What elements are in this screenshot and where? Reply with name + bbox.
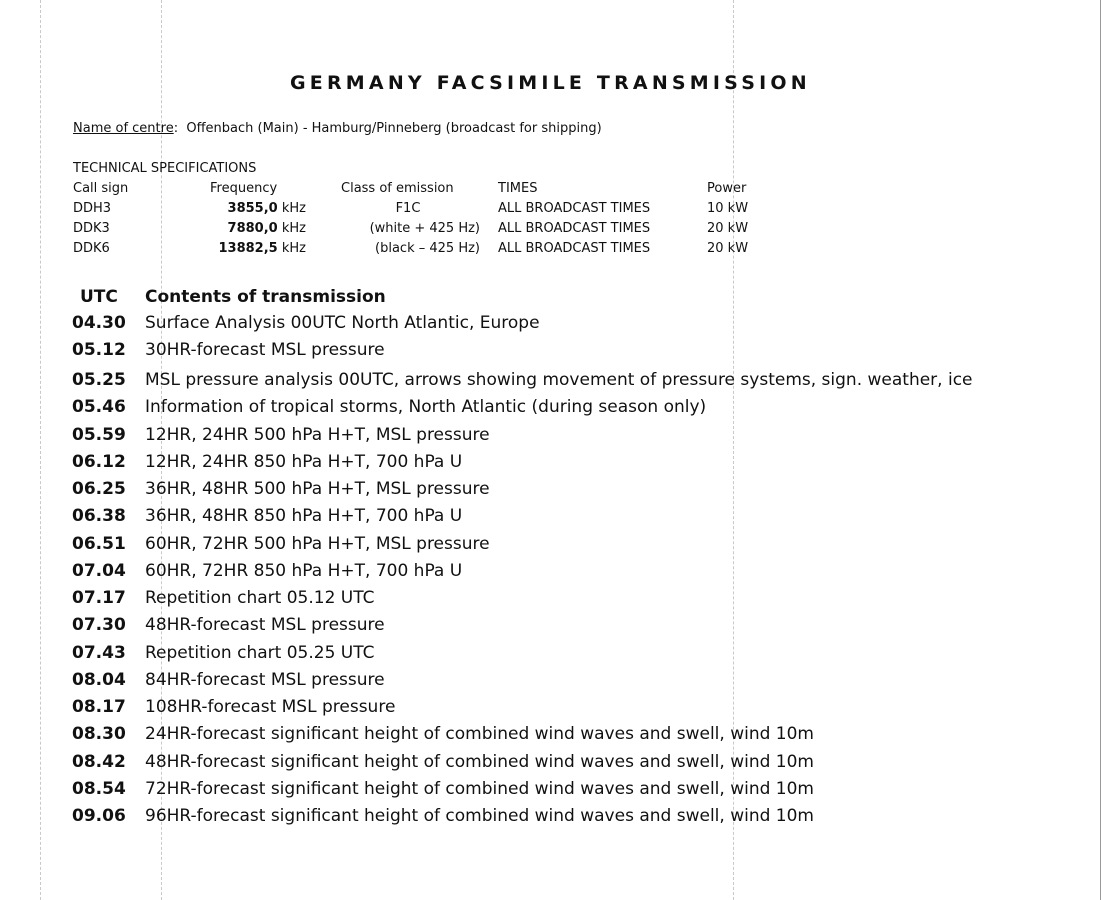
schedule-time: 05.25 <box>72 370 126 390</box>
header-class: Class of emission <box>341 181 454 196</box>
call-sign: DDK6 <box>73 241 110 256</box>
schedule-row <box>0 479 1106 506</box>
emission-class: (black – 425 Hz) <box>375 241 480 256</box>
schedule-time: 06.12 <box>72 452 126 472</box>
frequency-value: 13882,5 <box>218 241 278 256</box>
header-frequency: Frequency <box>210 181 278 196</box>
schedule-description: 84HR-forecast MSL pressure <box>145 670 385 690</box>
schedule-description: 24HR-forecast significant height of combined wind waves and swell, wind 10m <box>145 724 814 744</box>
schedule-description: 60HR, 72HR 850 hPa H+T, 700 hPa U <box>145 561 463 581</box>
schedule-time: 07.43 <box>72 643 126 663</box>
schedule-row <box>0 561 1106 588</box>
schedule-description: 12HR, 24HR 500 hPa H+T, MSL pressure <box>145 425 490 445</box>
schedule-description: 30HR-forecast MSL pressure <box>145 340 385 360</box>
frequency-unit: kHz <box>281 201 306 216</box>
schedule-row <box>0 506 1106 533</box>
schedule-description: 60HR, 72HR 500 hPa H+T, MSL pressure <box>145 534 490 554</box>
schedule-time: 08.04 <box>72 670 126 690</box>
frequency-unit: kHz <box>281 221 306 236</box>
schedule-row <box>0 397 1106 424</box>
schedule-row <box>0 643 1106 670</box>
schedule-row <box>0 588 1106 615</box>
frequency <box>196 241 306 256</box>
schedule-row <box>0 534 1106 561</box>
schedule-description: MSL pressure analysis 00UTC, arrows showing movement of pressure systems, sign. weather, ice <box>145 370 973 390</box>
schedule-row <box>0 340 1106 367</box>
schedule-time: 05.59 <box>72 425 126 445</box>
schedule-row <box>0 779 1106 806</box>
call-sign: DDH3 <box>73 201 112 216</box>
tech-specs-heading: TECHNICAL SPECIFICATIONS <box>73 161 257 176</box>
schedule-row <box>0 670 1106 697</box>
centre-line <box>73 121 602 136</box>
times: ALL BROADCAST TIMES <box>498 241 651 256</box>
schedule-description: Repetition chart 05.25 UTC <box>145 643 375 663</box>
frequency-value: 3855,0 <box>227 201 278 216</box>
call-sign: DDK3 <box>73 221 110 236</box>
frequency <box>196 201 306 216</box>
schedule-description: 48HR-forecast significant height of combined wind waves and swell, wind 10m <box>145 752 814 772</box>
schedule-description: Surface Analysis 00UTC North Atlantic, Europe <box>145 313 540 333</box>
spec-row <box>0 221 1106 241</box>
schedule-description: 12HR, 24HR 850 hPa H+T, 700 hPa U <box>145 452 463 472</box>
schedule-description: Repetition chart 05.12 UTC <box>145 588 375 608</box>
schedule-row <box>0 425 1106 452</box>
schedule-description: Information of tropical storms, North Atlantic (during season only) <box>145 397 707 417</box>
utc-column-header: UTC <box>80 287 118 307</box>
frequency <box>196 221 306 236</box>
frequency-value: 7880,0 <box>227 221 278 236</box>
schedule-time: 07.17 <box>72 588 126 608</box>
schedule-row <box>0 697 1106 724</box>
schedule-time: 08.42 <box>72 752 126 772</box>
schedule-row <box>0 806 1106 833</box>
times: ALL BROADCAST TIMES <box>498 201 651 216</box>
power: 20 kW <box>707 221 749 236</box>
header-power: Power <box>707 181 747 196</box>
page-title: GERMANY FACSIMILE TRANSMISSION <box>290 72 811 94</box>
schedule-description: 36HR, 48HR 500 hPa H+T, MSL pressure <box>145 479 490 499</box>
schedule-row <box>0 370 1106 397</box>
contents-column-header: Contents of transmission <box>145 287 386 307</box>
schedule-row <box>0 615 1106 642</box>
header-times: TIMES <box>498 181 538 196</box>
schedule-time: 05.12 <box>72 340 126 360</box>
schedule-time: 04.30 <box>72 313 126 333</box>
spec-row <box>0 241 1106 261</box>
schedule-row <box>0 313 1106 340</box>
schedule-row <box>0 724 1106 751</box>
schedule-row <box>0 452 1106 479</box>
times: ALL BROADCAST TIMES <box>498 221 651 236</box>
centre-colon: : <box>173 121 187 136</box>
header-call-sign: Call sign <box>73 181 129 196</box>
schedule-time: 07.04 <box>72 561 126 581</box>
power: 20 kW <box>707 241 749 256</box>
schedule-time: 06.25 <box>72 479 126 499</box>
schedule-time: 06.51 <box>72 534 126 554</box>
schedule-time: 07.30 <box>72 615 126 635</box>
schedule-time: 08.17 <box>72 697 126 717</box>
schedule-row <box>0 752 1106 779</box>
schedule-description: 48HR-forecast MSL pressure <box>145 615 385 635</box>
schedule-description: 72HR-forecast significant height of combined wind waves and swell, wind 10m <box>145 779 814 799</box>
spec-row <box>0 201 1106 221</box>
spec-header-row <box>0 181 1106 201</box>
schedule-time: 09.06 <box>72 806 126 826</box>
schedule-time: 08.54 <box>72 779 126 799</box>
frequency-unit: kHz <box>281 241 306 256</box>
schedule-description: 36HR, 48HR 850 hPa H+T, 700 hPa U <box>145 506 463 526</box>
schedule-description: 96HR-forecast significant height of combined wind waves and swell, wind 10m <box>145 806 814 826</box>
schedule-time: 05.46 <box>72 397 126 417</box>
schedule-time: 06.38 <box>72 506 126 526</box>
schedule-description: 108HR-forecast MSL pressure <box>145 697 396 717</box>
centre-value: Offenbach (Main) - Hamburg/Pinneberg (broadcast for shipping) <box>186 121 602 136</box>
centre-label: Name of centre <box>73 121 174 136</box>
emission-class: F1C <box>395 201 421 216</box>
emission-class: (white + 425 Hz) <box>369 221 480 236</box>
schedule-time: 08.30 <box>72 724 126 744</box>
power: 10 kW <box>707 201 749 216</box>
